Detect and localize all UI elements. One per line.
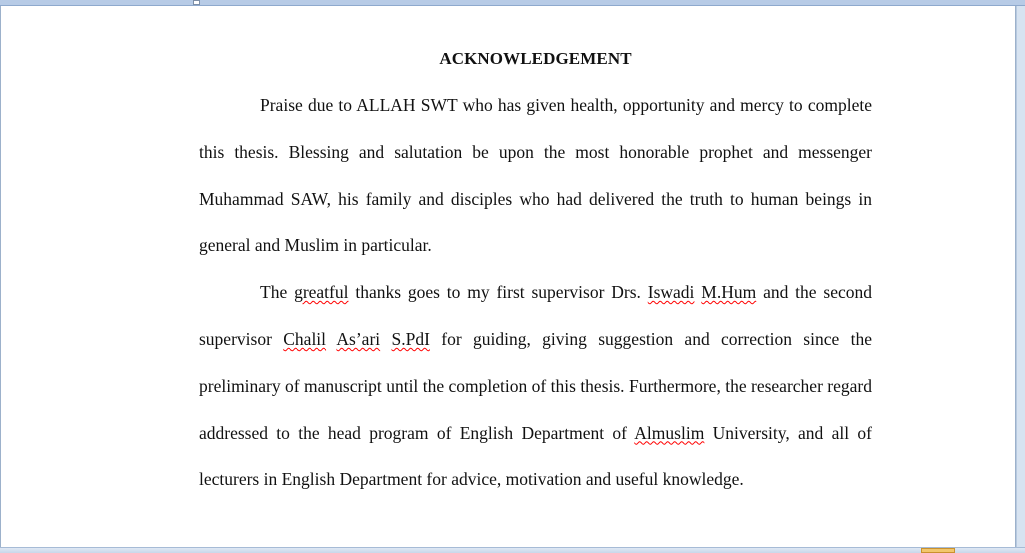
paragraph-2-text: for guiding, giving suggestion and correction since the preliminary of manuscript until the completion of this thesis. Furthermore, the researcher regard addressed to the head program of English Department of [199,328,872,443]
spellcheck-word[interactable]: M.Hum [701,282,757,303]
paragraph-2-text: and the second supervisor [199,282,873,349]
spellcheck-word[interactable]: greatful [294,282,349,303]
document-page[interactable] [0,6,1016,547]
paragraph-2-text [380,329,391,349]
status-view-button[interactable] [921,548,955,553]
paragraph-2-text [326,329,336,349]
page-title: ACKNOWLEDGEMENT [439,49,632,68]
paragraph-2-text: The [260,282,295,303]
status-bar [0,547,1025,553]
paragraph-2[interactable] [199,269,872,503]
paragraph-1[interactable]: Praise due to ALLAH SWT who has given health, opportunity and mercy to complete this thesis. Blessing and salutation be upon the most honorable prophet and messenger Muhammad SAW, his family and disciples who had delivered the truth to human beings in general and Muslim in particular. [199,95,872,256]
spellcheck-word[interactable]: Iswadi [647,282,695,303]
indent-marker[interactable] [193,0,200,5]
spellcheck-word[interactable]: S.PdI [391,328,430,349]
vertical-scrollbar[interactable] [1016,6,1025,547]
paragraph-2-text: University, and all of lecturers in English Department for advice, motivation and useful knowledge. [199,422,872,490]
paragraph-2-text: thanks goes to my first supervisor Drs. [348,282,648,303]
spellcheck-word[interactable]: Almuslim [634,422,705,443]
spellcheck-word[interactable]: As’ari [336,328,381,349]
spellcheck-word[interactable]: Chalil [283,328,327,349]
document-body[interactable] [199,48,872,503]
